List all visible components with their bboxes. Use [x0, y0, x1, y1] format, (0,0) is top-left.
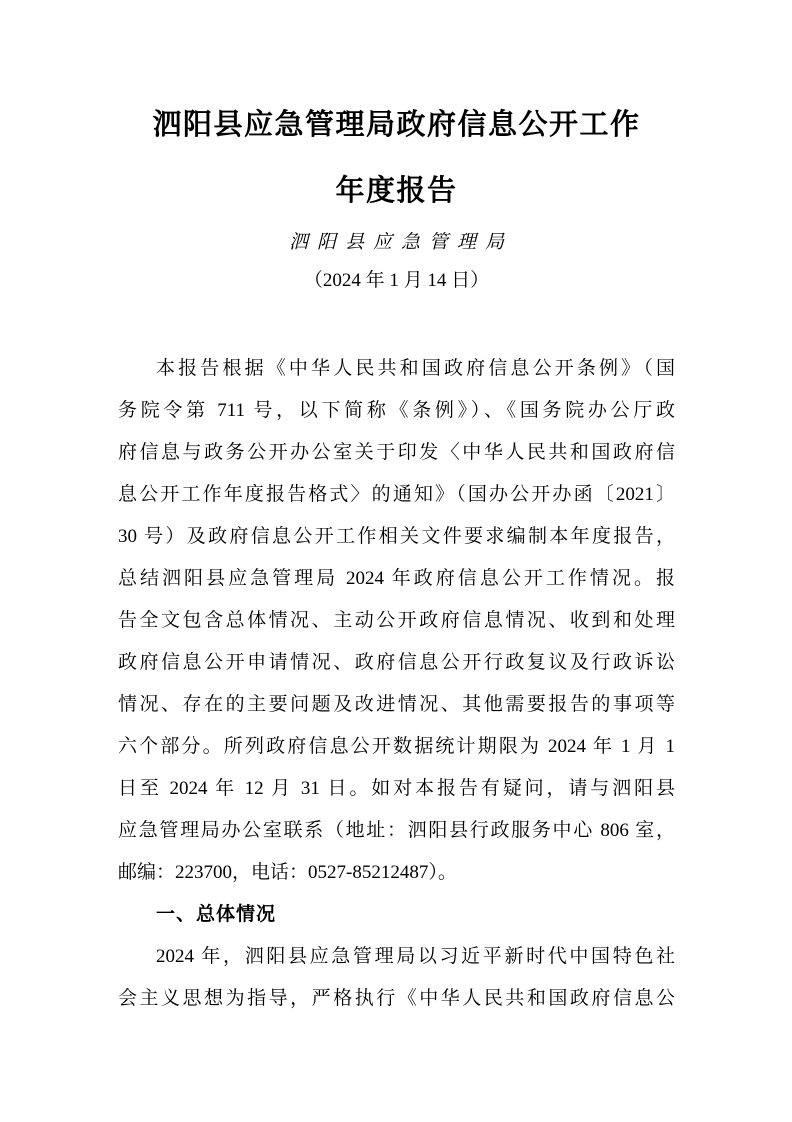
text-line: 日至 2024 年 12 月 31 日。如对本报告有疑问，请与泗阳县 [118, 778, 675, 799]
text-line: 总结泗阳县应急管理局 2024 年政府信息公开工作情况。报 [118, 568, 675, 589]
text-line: 告全文包含总体情况、主动公开政府信息情况、收到和处理 [118, 610, 675, 631]
section-1-paragraph [118, 936, 675, 1020]
text-line: 会主义思想为指导，严格执行《中华人民共和国政府信息公 [118, 988, 675, 1009]
document-body [118, 348, 675, 1020]
text-line: 2024 年，泗阳县应急管理局以习近平新时代中国特色社 [156, 946, 675, 967]
text-line: 应急管理局办公室联系（地址：泗阳县行政服务中心 806 室， [118, 820, 675, 841]
text-line: 30 号）及政府信息公开工作相关文件要求编制本年度报告， [118, 526, 675, 547]
text-line: 政府信息公开申请情况、政府信息公开行政复议及行政诉讼 [118, 652, 675, 673]
text-line: 情况、存在的主要问题及改进情况、其他需要报告的事项等 [118, 694, 675, 715]
issuer-line: 泗阳县应急管理局 [288, 232, 513, 253]
text-line: 本报告根据《中华人民共和国政府信息公开条例》（国 [156, 358, 675, 379]
text-line: 息公开工作年度报告格式〉的通知》（国办公开办函〔2021〕 [118, 484, 675, 505]
text-line: 府信息与政务公开办公室关于印发〈中华人民共和国政府信 [118, 442, 675, 463]
text-line: 六个部分。所列政府信息公开数据统计期限为 2024 年 1 月 1 [118, 736, 675, 757]
text-line: 务院令第 711 号，以下简称《条例》）、《国务院办公厅政 [118, 400, 675, 421]
text-line: 邮编：223700，电话：0527-85212487）。 [118, 862, 457, 883]
section-1-heading: 一、总体情况 [156, 904, 277, 925]
title-line-1: 泗阳县应急管理局政府信息公开工作 [152, 109, 641, 141]
document-title [118, 92, 675, 224]
date-line: （2024 年 1 月 14 日） [303, 270, 490, 291]
title-line-2: 年度报告 [335, 175, 458, 207]
intro-paragraph [118, 348, 675, 894]
